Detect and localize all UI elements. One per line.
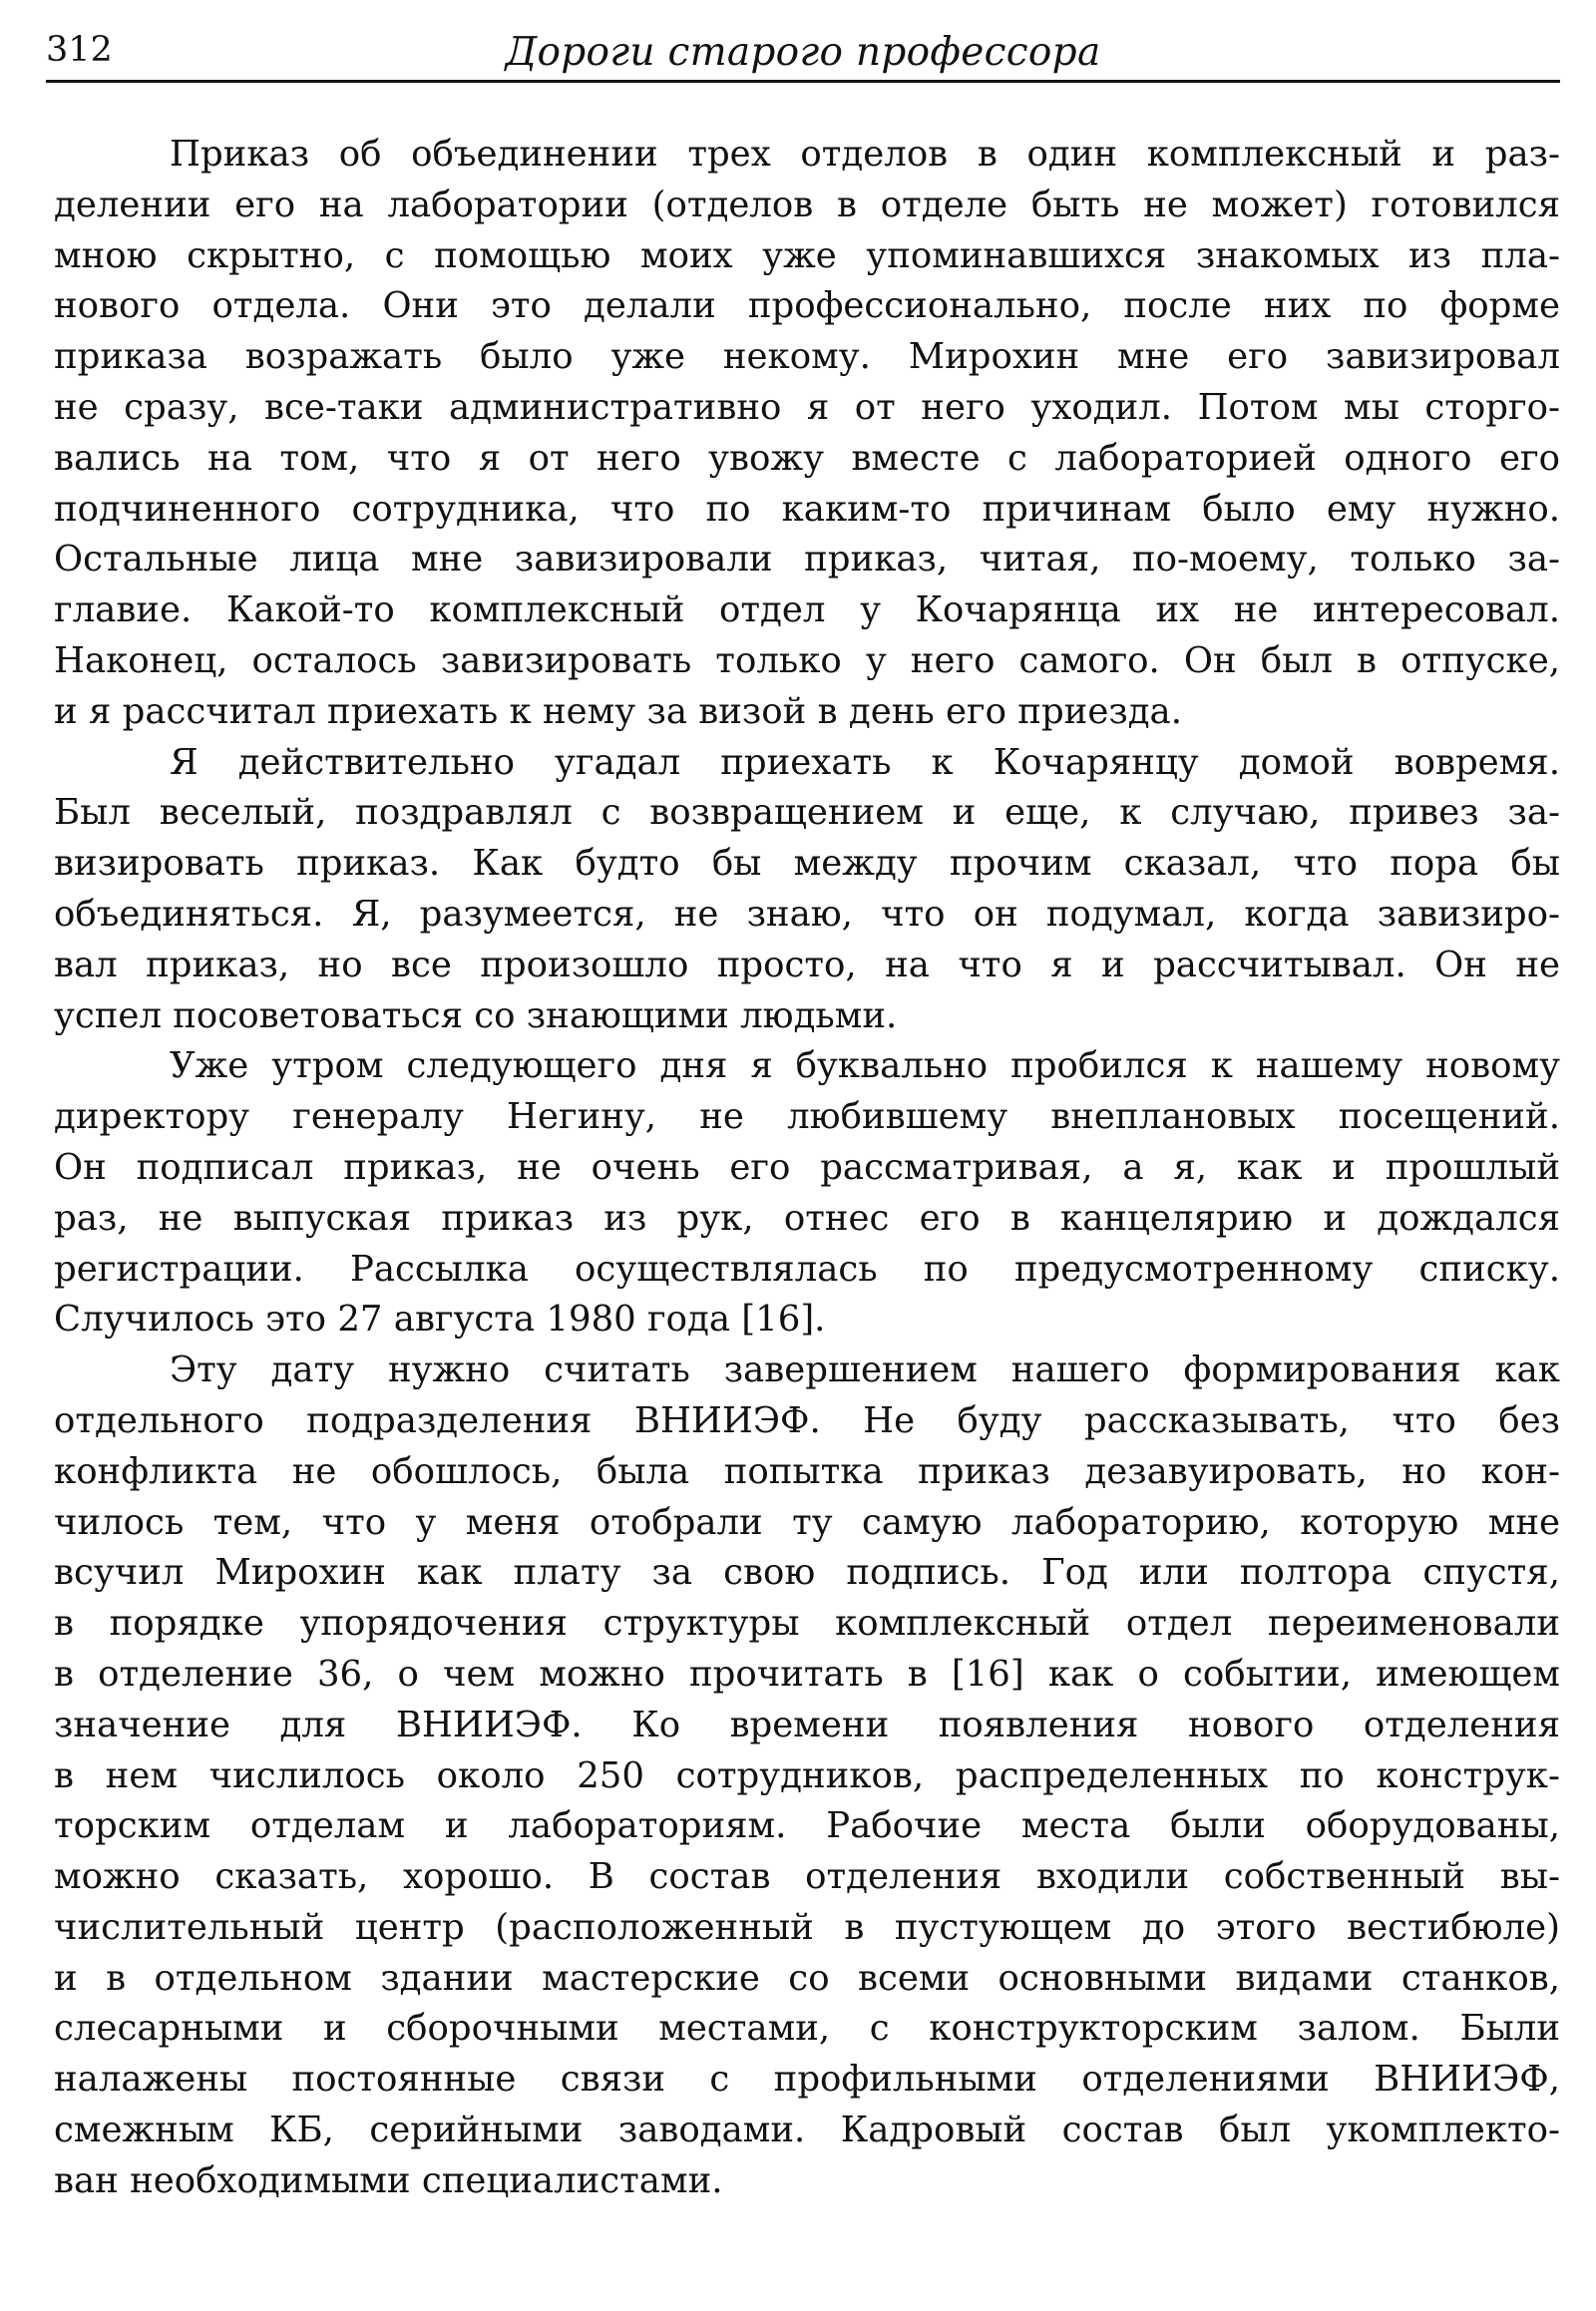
text-line: значение для ВНИИЭФ. Ко времени появления нового отделения	[54, 1704, 1560, 1745]
text-line: объединяться. Я, разумеется, не знаю, что он подумал, когда завизиро-	[54, 893, 1560, 935]
text-line: нового отдела. Они это делали профессионально, после них по форме	[54, 285, 1560, 327]
text-line: Приказ об объединении трех отделов в один комплексный и раз-	[170, 134, 1560, 175]
text-line: мною скрытно, с помощью моих уже упоминавшихся знакомых из пла-	[54, 234, 1560, 276]
text-line: Он подписал приказ, не очень его рассматривая, а я, как и прошлый	[54, 1146, 1560, 1188]
text-line: вались на том, что я от него увожу вместе с лабораторией одного его	[54, 437, 1560, 479]
text-line: в порядке упорядочения структуры комплексный отдел переименовали	[54, 1603, 1560, 1645]
text-line: налажены постоянные связи с профильными отделениями ВНИИЭФ,	[54, 2059, 1560, 2101]
page-number: 312	[46, 30, 113, 70]
text-line: подчиненного сотрудника, что по каким-то причинам было ему нужно.	[54, 488, 1560, 530]
text-line: чилось тем, что у меня отобрали ту самую лабораторию, которую мне	[54, 1501, 1560, 1543]
text-line: можно сказать, хорошо. В состав отделения входили собственный вы-	[54, 1856, 1560, 1898]
running-head	[46, 22, 1560, 82]
text-line: Эту дату нужно считать завершением нашего формирования как	[170, 1349, 1560, 1391]
text-line: не сразу, все-таки административно я от него уходил. Потом мы сторго-	[54, 386, 1560, 428]
text-line: успел посоветоваться со знающими людьми.	[54, 994, 898, 1036]
text-line: отдельного подразделения ВНИИЭФ. Не буду рассказывать, что без	[54, 1399, 1560, 1441]
text-line: ван необходимыми специалистами.	[54, 2159, 723, 2201]
text-line: Случилось это 27 августа 1980 года [16].	[54, 1299, 826, 1341]
text-line: Был веселый, поздравлял с возвращением и еще, к случаю, привез за-	[54, 792, 1560, 834]
text-line: и я рассчитал приехать к нему за визой в день его приезда.	[54, 690, 1183, 732]
text-line: директору генералу Негину, не любившему внеплановых посещений.	[54, 1096, 1560, 1138]
text-line: раз, не выпуская приказ из рук, отнес его в канцелярию и дождался	[54, 1197, 1560, 1239]
text-line: конфликта не обошлось, была попытка приказ дезавуировать, но кон-	[54, 1450, 1560, 1492]
text-line: Уже утром следующего дня я буквально пробился к нашему новому	[170, 1045, 1560, 1087]
text-line: регистрации. Рассылка осуществлялась по предусмотренному списку.	[54, 1248, 1560, 1290]
text-line: и в отдельном здании мастерские со всеми основными видами станков,	[54, 1957, 1560, 1999]
text-line: слесарными и сборочными местами, с конструкторским залом. Были	[54, 2008, 1560, 2050]
text-line: вал приказ, но все произошло просто, на что я и рассчитывал. Он не	[54, 944, 1560, 985]
text-line: Наконец, осталось завизировать только у него самого. Он был в отпуске,	[54, 639, 1560, 681]
text-line: главие. Какой-то комплексный отдел у Кочарянца их не интересовал.	[54, 589, 1560, 631]
text-line: смежным КБ, серийными заводами. Кадровый состав был укомплекто-	[54, 2110, 1560, 2151]
running-title: Дороги старого профессора	[505, 30, 1101, 75]
text-line: всучил Мирохин как плату за свою подпись. Год или полтора спустя,	[54, 1552, 1560, 1594]
text-line: Я действительно угадал приехать к Кочарянцу домой вовремя.	[170, 741, 1560, 783]
text-line: делении его на лаборатории (отделов в отделе быть не может) готовился	[54, 184, 1560, 225]
text-line: числительный центр (расположенный в пустующем до этого вестибюле)	[54, 1906, 1560, 1948]
header-rule	[46, 80, 1560, 83]
text-line: в отделение 36, о чем можно прочитать в [16] как о событии, имеющем	[54, 1653, 1560, 1695]
body-text	[54, 130, 1560, 2207]
text-line: приказа возражать было уже некому. Мирохин мне его завизировал	[54, 336, 1560, 378]
text-line: торским отделам и лабораториям. Рабочие места были оборудованы,	[54, 1805, 1560, 1847]
text-line: в нем числилось около 250 сотрудников, распределенных по конструк-	[54, 1754, 1560, 1796]
text-line: визировать приказ. Как будто бы между прочим сказал, что пора бы	[54, 843, 1560, 885]
text-line: Остальные лица мне завизировали приказ, читая, по-моему, только за-	[54, 539, 1560, 580]
